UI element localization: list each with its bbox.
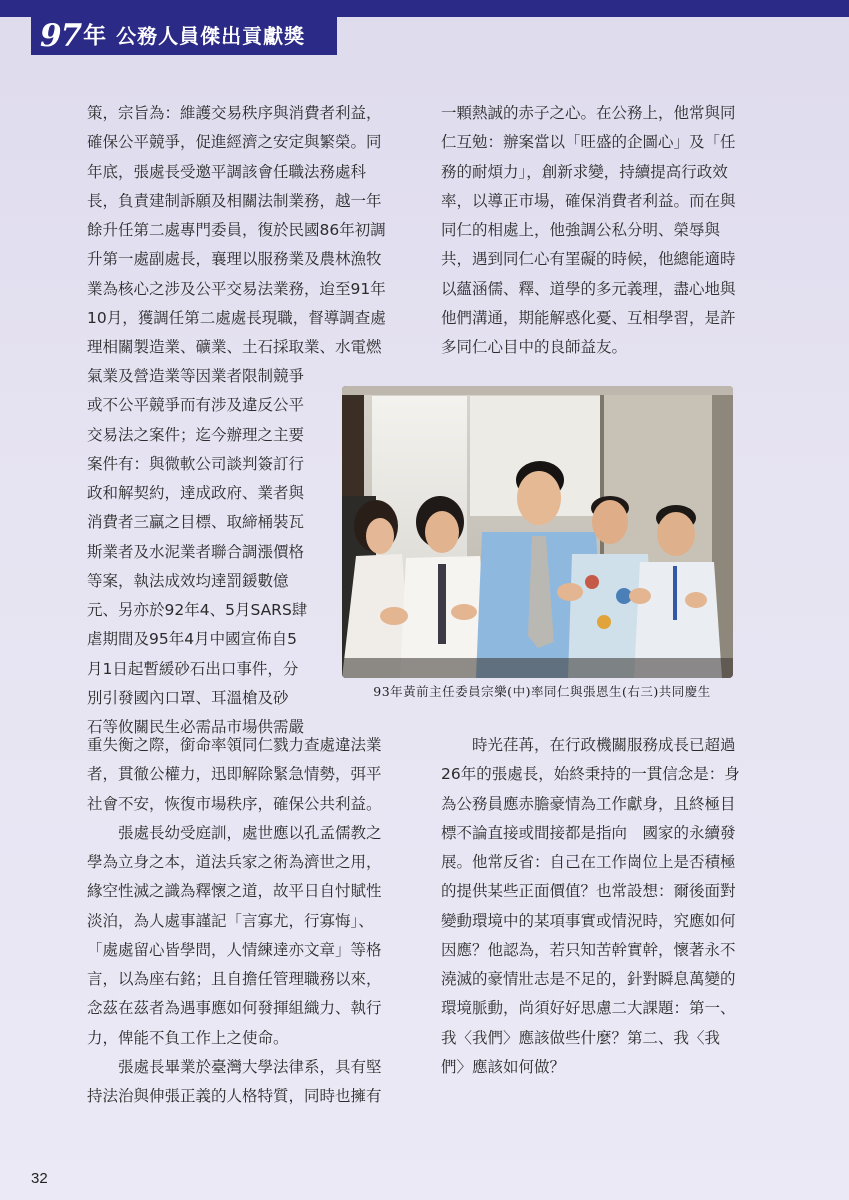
text-line: 持法治與伸張正義的人格特質，同時也擁有: [87, 1087, 382, 1106]
text-line: 展。他常反省：自己在工作崗位上是否積極: [441, 853, 736, 872]
text-line: 確保公平競爭，促進經濟之安定與繁榮。同: [87, 133, 382, 152]
text-line: 消費者三贏之目標、取締桶裝瓦: [87, 513, 305, 532]
text-line: 們〉應該如何做？: [441, 1058, 566, 1076]
text-line: 策，宗旨為：維護交易秩序與消費者利益，: [87, 104, 382, 122]
text-line: 以蘊涵儒、釋、道學的多元義理，盡心地與: [441, 279, 736, 298]
text-line: 學為立身之本，道法兵家之術為濟世之用，: [87, 853, 382, 872]
group-photo-image: [342, 386, 733, 678]
text-line: 者，貫徹公權力，迅即解除緊急情勢，弭平: [87, 765, 382, 784]
text-line: 務的耐煩力」，創新求變，持續提高行政效: [441, 162, 728, 181]
page-number: 32: [31, 1170, 48, 1187]
text-line: 為公務員應赤膽豪情為工作獻身，且終極目: [441, 794, 736, 813]
text-line: 餘升任第二處專門委員，復於民國86年初調: [87, 221, 386, 240]
text-line: 虐期間及95年4月中國宣佈自5: [87, 630, 297, 649]
text-line: 仁互勉：辦案當以「旺盛的企圖心」及「任: [441, 133, 736, 152]
text-line: 重失衡之際，銜命率領同仁戮力查處違法業: [87, 736, 382, 754]
text-line: 因應？他認為，若只知苦幹實幹，懷著永不: [441, 940, 736, 959]
text-line: 石等攸關民生必需品市場供需嚴: [87, 718, 305, 737]
text-line: 共，遇到同仁心有罣礙的時候，他總能適時: [441, 250, 736, 269]
text-line: 別引發國內口罩、耳溫槍及砂: [87, 689, 289, 707]
text-line: 緣空性滅之識為釋懷之道，故平日自忖賦性: [87, 882, 382, 901]
text-line: 的提供某些正面價值？也常設想：爾後面對: [441, 882, 736, 901]
text-line: 「處處留心皆學問，人情練達亦文章」等格: [87, 940, 382, 959]
text-line: 升第一處副處長，襄理以服務業及農林漁牧: [87, 250, 382, 269]
text-line: 力，俾能不負工作上之使命。: [87, 1028, 289, 1047]
text-line: 淡泊，為人處事謹記「言寡尤，行寡悔」、: [87, 911, 374, 930]
text-line: 長，負責建制訴願及相關法制業務，越一年: [87, 191, 382, 210]
text-line: 氣業及營造業等因業者限制競爭: [87, 367, 305, 385]
text-line: 張處長畢業於臺灣大學法律系，具有堅: [87, 1058, 382, 1076]
text-line: 同仁的相處上，他強調公私分明、榮辱與: [441, 221, 721, 240]
photo-caption: 93年黃前主任委員宗樂(中)率同仁與張恩生(右三)共同慶生: [373, 684, 711, 699]
text-line: 或不公平競爭而有涉及違反公平: [87, 396, 305, 415]
text-line: 案件有：與微軟公司談判簽訂行: [87, 454, 305, 473]
text-line: 10月，獲調任第二處處長現職，督導調查處: [87, 308, 386, 327]
text-line: 變動環境中的某項事實或情況時，究應如何: [441, 911, 736, 930]
text-line: 業為核心之涉及公平交易法業務，迨至91年: [87, 279, 386, 298]
header-year: 97: [40, 17, 82, 54]
text-line: 理相關製造業、礦業、土石採取業、水電燃: [87, 338, 382, 357]
top-rule: [0, 0, 849, 17]
text-line: 年底，張處長受邀平調該會任職法務處科: [87, 162, 367, 181]
text-line: 交易法之案件；迄今辦理之主要: [87, 425, 305, 444]
text-line: 多同仁心目中的良師益友。: [441, 338, 628, 357]
text-line: 等案，執法成效均達罰鍰數億: [87, 571, 289, 590]
text-line: 張處長幼受庭訓，處世應以孔孟儒教之: [87, 823, 382, 842]
header-year-suffix: 年: [83, 22, 107, 49]
text-line: 社會不安，恢復市場秩序，確保公共利益。: [87, 794, 382, 813]
text-line: 時光荏苒，在行政機關服務成長已超過: [441, 736, 736, 754]
text-line: 環境脈動，尚須好好思慮二大課題：第一、: [441, 999, 736, 1018]
group-photo: [342, 386, 733, 678]
text-line: 標不論直接或間接都是指向 國家的永續發: [441, 823, 736, 842]
text-line: 26年的張處長，始終秉持的一貫信念是：身: [441, 765, 740, 784]
header-banner: [31, 17, 337, 55]
text-line: 我〈我們〉應該做些什麼？第二、我〈我: [441, 1028, 721, 1047]
text-line: 政和解契約，達成政府、業者與: [87, 484, 305, 503]
header-title: 公務人員傑出貢獻獎: [116, 24, 306, 48]
text-line: 斯業者及水泥業者聯合調漲價格: [87, 542, 305, 561]
text-line: 一顆熱誠的赤子之心。在公務上，他常與同: [441, 104, 736, 122]
text-line: 言，以為座右銘；且自擔任管理職務以來，: [87, 970, 382, 989]
text-line: 元、另亦於92年4、5月SARS肆: [87, 601, 308, 620]
text-line: 澆滅的豪情壯志是不足的，針對瞬息萬變的: [441, 970, 736, 989]
text-line: 念茲在茲者為遇事應如何發揮組織力、執行: [87, 999, 382, 1018]
text-line: 月1日起暫緩砂石出口事件，分: [87, 659, 299, 678]
text-line: 率，以導正市場，確保消費者利益。而在與: [441, 191, 736, 210]
text-line: 他們溝通，期能解惑化憂、互相學習，是許: [441, 308, 736, 327]
